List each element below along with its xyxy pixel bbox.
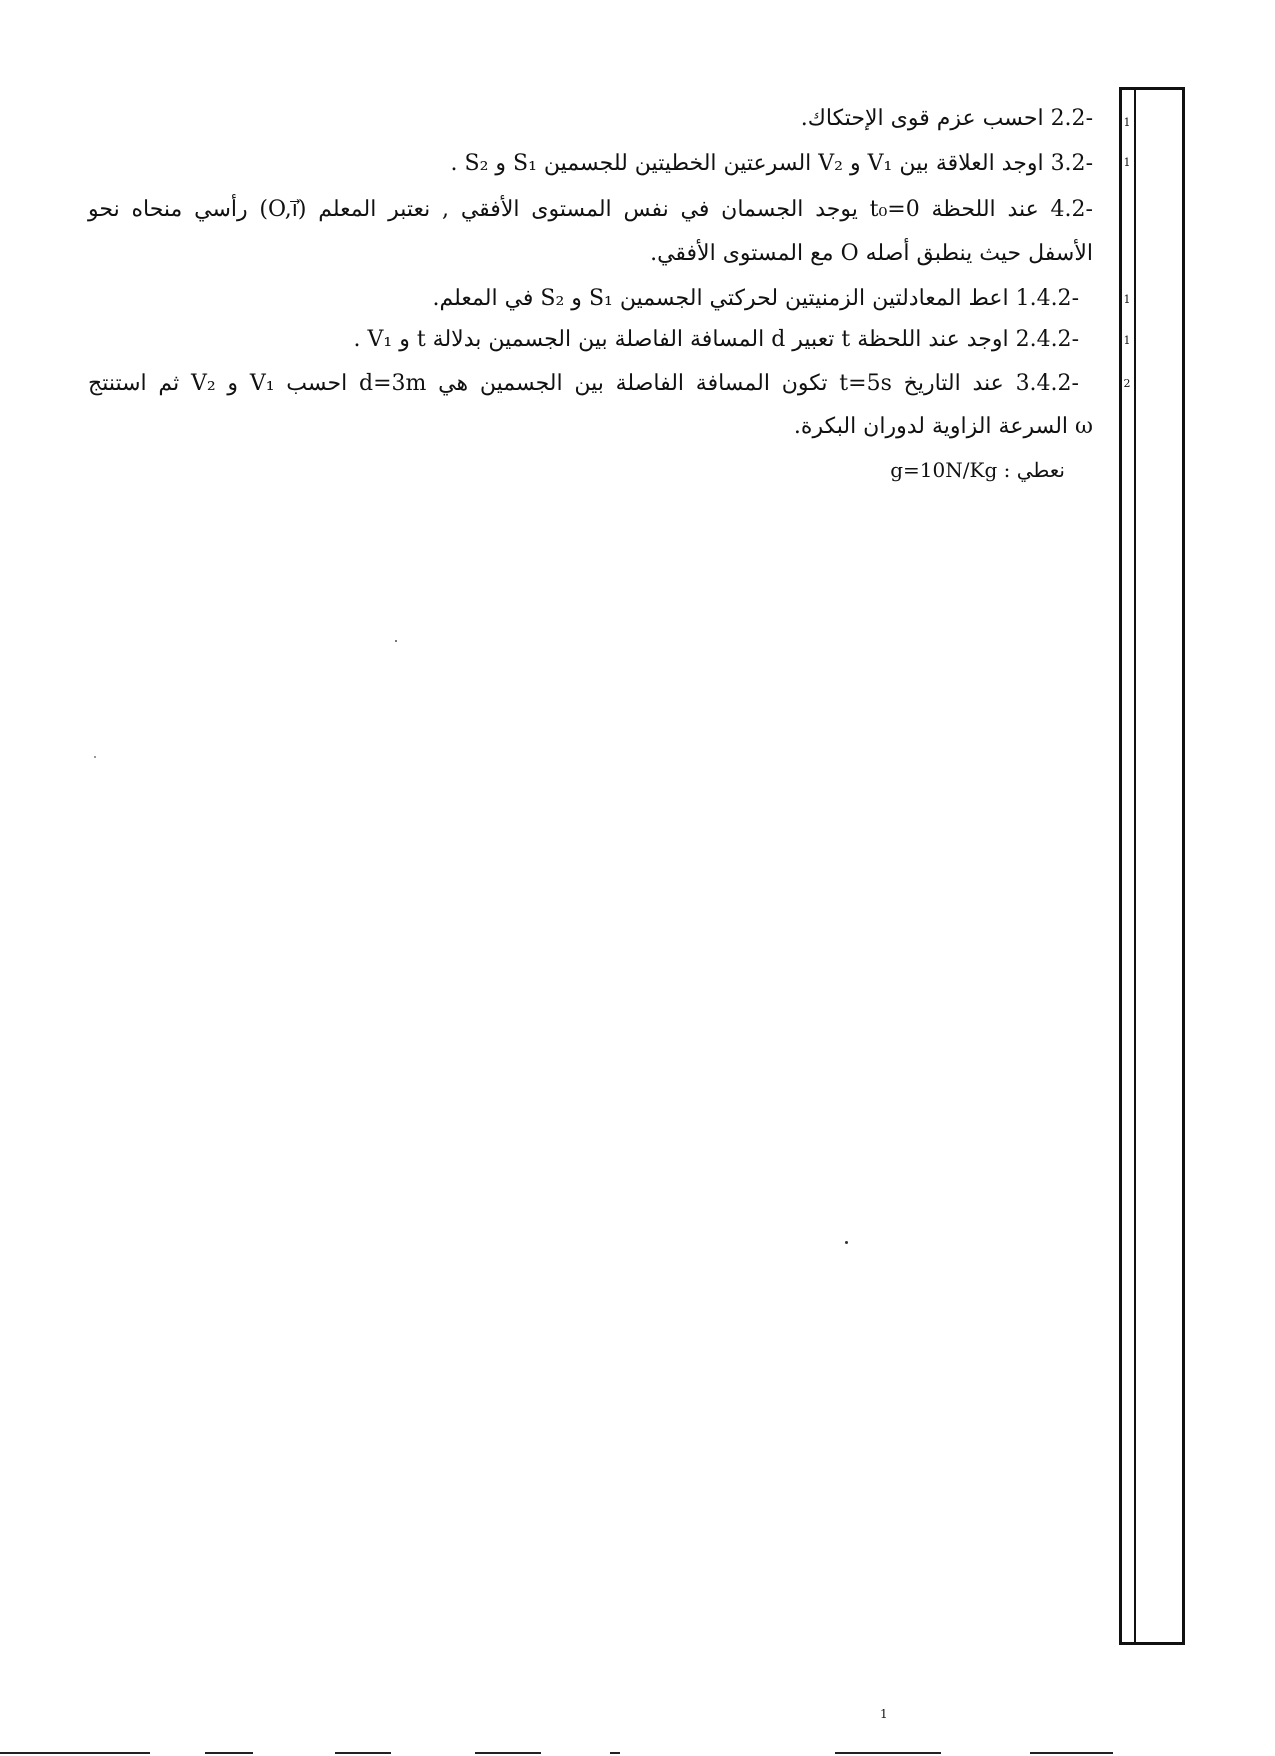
question-4-2-line-2: الأسفل حيث ينطبق أصله O مع المستوى الأفقي.	[650, 241, 1093, 266]
question-3-2: -3.2 اوجد العلاقة بين V₁ و V₂ السرعتين الخطيتين للجسمين S₁ و S₂ .	[450, 151, 1093, 176]
grade-mark-2-4-2: 1	[1123, 334, 1131, 347]
scan-speck	[94, 756, 96, 758]
grade-mark-2-2: 1	[1123, 116, 1131, 129]
question-3-4-2-line-2: ω السرعة الزاوية لدوران البكرة.	[793, 414, 1093, 439]
footer-rule	[475, 1752, 541, 1754]
grade-mark-3-2: 1	[1123, 156, 1131, 169]
footer-rule	[335, 1752, 391, 1754]
footer-rule	[0, 1752, 150, 1754]
scan-speck	[395, 640, 397, 642]
grade-mark-1-4-2: 1	[1123, 293, 1131, 306]
question-1-4-2: -1.4.2 اعط المعادلتين الزمنيتين لحركتي الجسمين S₁ و S₂ في المعلم.	[432, 286, 1079, 311]
footer-rule	[610, 1752, 620, 1754]
scan-speck	[845, 1241, 848, 1244]
footer-rule	[1030, 1752, 1113, 1754]
question-4-2-line-1: -4.2 عند اللحظة t₀=0 يوجد الجسمان في نفس المستوى الأفقي , نعتبر المعلم (O,i⃗) رأسي منحاه نحو	[88, 197, 1093, 222]
given-data: نعطي : g=10N/Kg	[890, 458, 1065, 482]
grade-mark-3-4-2: 2	[1123, 377, 1131, 390]
page-number: 1	[880, 1707, 888, 1721]
question-3-4-2-line-1: -3.4.2 عند التاريخ t=5s تكون المسافة الفاصلة بين الجسمين هي d=3m احسب V₁ و V₂ ثم استنتج	[88, 371, 1079, 396]
footer-rule	[835, 1752, 941, 1754]
question-2-2: -2.2 احسب عزم قوى الإحتكاك.	[800, 106, 1093, 131]
grading-column	[1119, 87, 1185, 1645]
footer-rule	[205, 1752, 253, 1754]
question-2-4-2: -2.4.2 اوجد عند اللحظة t تعبير d المسافة الفاصلة بين الجسمين بدلالة t و V₁ .	[353, 327, 1079, 352]
grading-column-divider	[1134, 90, 1136, 1642]
